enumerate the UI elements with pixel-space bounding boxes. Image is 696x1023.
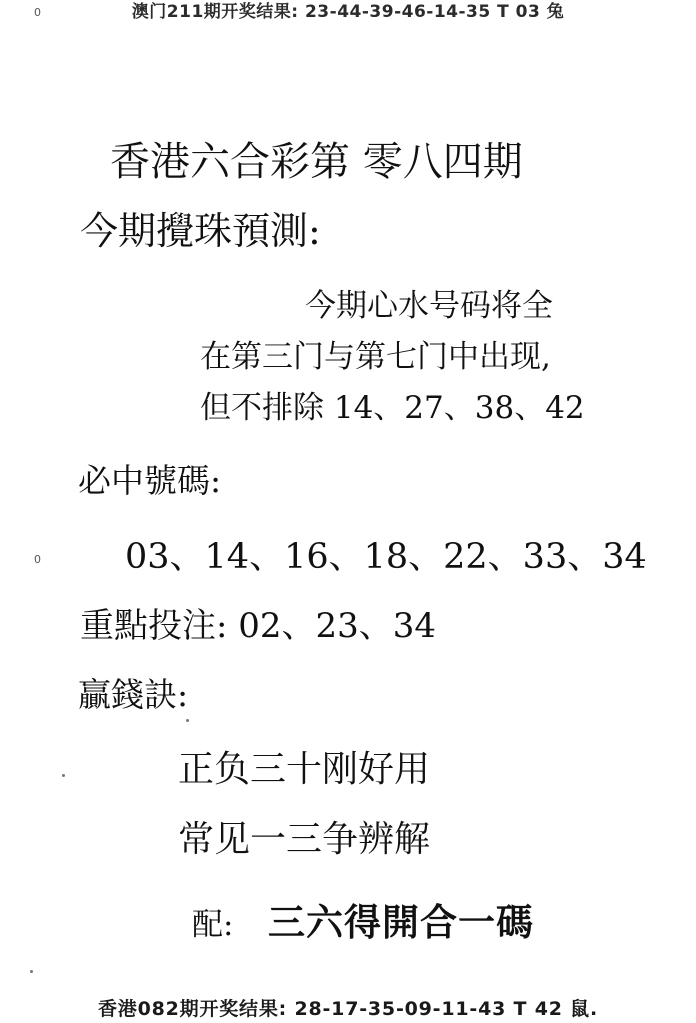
money-secret-line-1: 正负三十刚好用 <box>178 749 431 790</box>
scan-speck <box>186 719 189 722</box>
pairing-label: 配: <box>192 907 234 943</box>
prediction-line-1: 今期心水号码将全 <box>305 288 553 324</box>
prediction-line-2: 在第三门与第七门中出现, <box>200 339 551 375</box>
scan-speck <box>62 774 65 777</box>
prediction-line-3: 但不排除 14、27、38、42 <box>200 390 585 426</box>
page-title: 香港六合彩第 零八四期 <box>110 139 523 185</box>
bottom-result-banner: 香港082期开奖结果: 28-17-35-09-11-43 T 42 鼠. <box>97 998 598 1020</box>
side-mark-middle: 0 <box>34 553 41 566</box>
side-mark-top: 0 <box>34 6 41 19</box>
prediction-heading: 今期攪珠預測: <box>80 209 321 253</box>
pairing-value: 三六得開合一碼 <box>268 900 534 944</box>
focus-bet-line: 重點投注: 02、23、34 <box>80 606 437 646</box>
must-hit-heading: 必中號碼: <box>78 461 222 500</box>
top-result-banner: 澳门211期开奖结果: 23-44-39-46-14-35 T 03 兔 <box>131 2 565 22</box>
money-secret-line-2: 常见一三争辨解 <box>178 819 431 860</box>
money-secret-heading: 贏錢訣: <box>78 675 189 714</box>
scan-speck <box>30 970 33 973</box>
must-hit-numbers: 03、14、16、18、22、33、34 <box>125 537 647 577</box>
